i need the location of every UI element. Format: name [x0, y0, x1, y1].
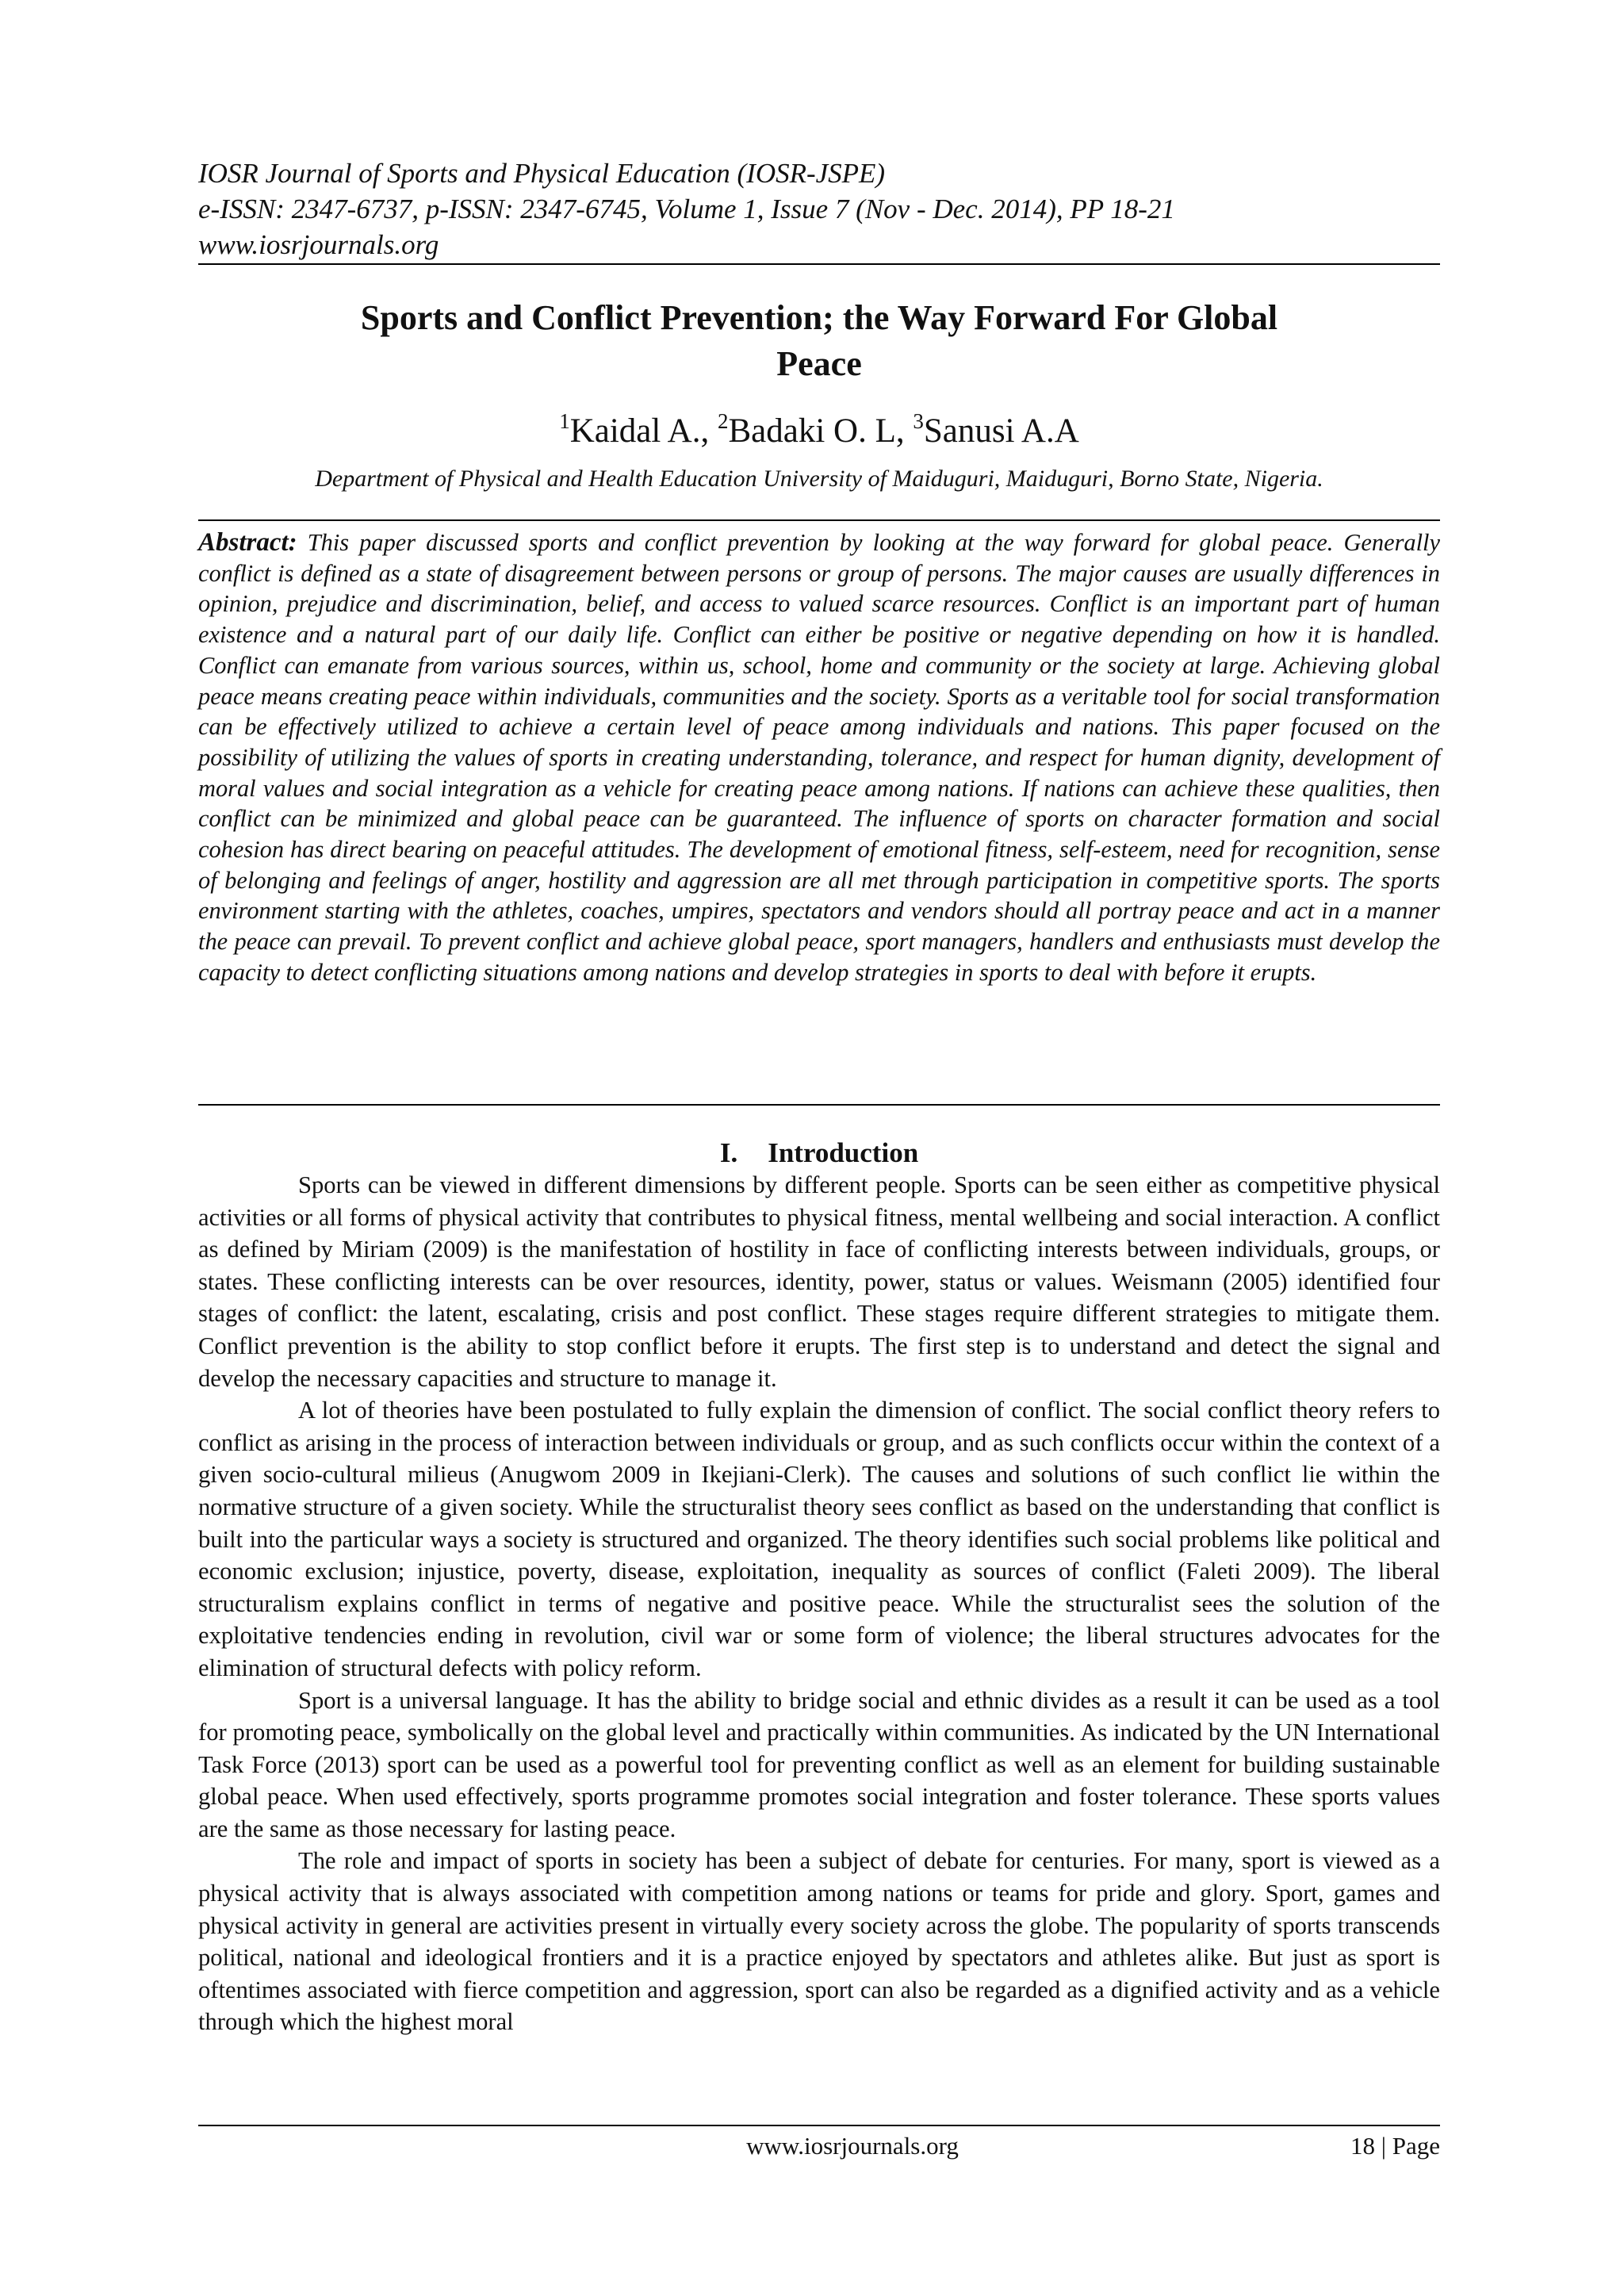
body-paragraph: A lot of theories have been postulated to fully explain the dimension of conflict. The social conflict theory refers to conflict as arising in the process of interaction between individuals or group, and as such conflicts occur within the context of a given socio-cultural milieus (Anugwom 2009 in Ikejiani-Clerk). The causes and solutions of such conflict lie within the normative structure of a given society. While the structuralist theory sees conflict as based on the understanding that conflict is built into the particular ways a society is structured and organized. The theory identifies such social problems like political and economic exclusion; injustice, poverty, disease, exploitation, inequality as sources of conflict (Faleti 2009). The liberal structuralism explains conflict in terms of negative and positive peace. While the structuralist sees the solution of the exploitative tendencies ending in revolution, civil war or some form of violence; the liberal structures advocates for the elimination of structural defects with policy reform.	[198, 1397, 1440, 1681]
author-name: Badaki O. L,	[728, 412, 914, 450]
abstract-label: Abstract:	[198, 528, 297, 557]
paper-title-line-2: Peace	[776, 344, 862, 383]
section-number: I.	[719, 1137, 738, 1168]
abstract	[198, 527, 1440, 988]
footer-divider	[198, 2125, 1440, 2126]
author-name: Sanusi A.A	[923, 412, 1079, 450]
journal-header	[198, 155, 1440, 263]
footer-site: www.iosrjournals.org	[746, 2132, 959, 2160]
section-title: Introduction	[768, 1137, 919, 1168]
author-name: Kaidal A.,	[569, 412, 718, 450]
footer-page-number: 18 | Page	[1350, 2132, 1440, 2160]
abstract-top-divider	[198, 519, 1440, 521]
journal-site: www.iosrjournals.org	[198, 229, 439, 260]
header-divider	[198, 263, 1440, 265]
abstract-bottom-divider	[198, 1104, 1440, 1106]
author-affiliation: Department of Physical and Health Education University of Maiduguri, Maiduguri, Borno State, Nigeria.	[315, 466, 1323, 492]
paper-title	[198, 295, 1440, 387]
body-paragraph: The role and impact of sports in society has been a subject of debate for centuries. For many, sport is viewed as a physical activity that is always associated with competition among nations or teams for pride and glory. Sport, games and physical activity in general are activities present in virtually every society across the globe. The popularity of sports transcends political, national and ideological frontiers and it is a practice enjoyed by spectators and athletes alike. But just as sport is oftentimes associated with fierce competition and aggression, sport can also be regarded as a dignified activity and as a vehicle through which the highest moral	[198, 1847, 1440, 2036]
journal-name: IOSR Journal of Sports and Physical Education (IOSR-JSPE)	[198, 158, 886, 189]
body-paragraph: Sports can be viewed in different dimensions by different people. Sports can be seen either as competitive physical activities or all forms of physical activity that contributes to physical fitness, mental wellbeing and social interaction. A conflict as defined by Miriam (2009) is the manifestation of hostility in face of conflicting interests between individuals, groups, or states. These conflicting interests can be over resources, identity, power, status or values. Weismann (2005) identified four stages of conflict: the latent, escalating, crisis and post conflict. These stages require different strategies to mitigate them. Conflict prevention is the ability to stop conflict before it erupts. The first step is to understand and detect the signal and develop the necessary capacities and structure to manage it.	[198, 1171, 1440, 1392]
paper-title-line-1: Sports and Conflict Prevention; the Way Forward For Global	[360, 298, 1278, 337]
abstract-text: This paper discussed sports and conflict prevention by looking at the way forward for global peace. Generally conflict is defined as a state of disagreement between persons or group of persons. The major causes are usually differences in opinion, prejudice and discrimination, belief, and access to valued scarce resources. Conflict is an important part of human existence and a natural part of our daily life. Conflict can either be positive or negative depending on how it is handled. Conflict can emanate from various sources, within us, school, home and community or the society at large. Achieving global peace means creating peace within individuals, communities and the society. Sports as a veritable tool for social transformation can be effectively utilized to achieve a certain level of peace among individuals and nations. This paper focused on the possibility of utilizing the values of sports in creating understanding, tolerance, and respect for human dignity, development of moral values and social integration as a vehicle for creating peace among nations. If nations can achieve these qualities, then conflict can be minimized and global peace can be guaranteed. The influence of sports on character formation and social cohesion has direct bearing on peaceful attitudes. The development of emotional fitness, self-esteem, need for recognition, sense of belonging and feelings of anger, hostility and aggression are all met through participation in competitive sports. The sports environment starting with the athletes, coaches, umpires, spectators and vendors should all portray peace and act in a manner the peace can prevail. To prevent conflict and achieve global peace, sport managers, handlers and enthusiasts must develop the capacity to detect conflicting situations among nations and develop strategies in sports to deal with before it erupts.	[198, 529, 1440, 986]
journal-issn: e-ISSN: 2347-6737, p-ISSN: 2347-6745, Volume 1, Issue 7 (Nov - Dec. 2014), PP 18-21	[198, 194, 1175, 224]
author-affiliation-mark: 2	[718, 409, 729, 433]
author-affiliation-mark: 3	[913, 409, 924, 433]
section-heading-introduction	[198, 1136, 1440, 1171]
body-paragraph: Sport is a universal language. It has the ability to bridge social and ethnic divides as a result it can be used as a tool for promoting peace, symbolically on the global level and practically within communities. As indicated by the UN International Task Force (2013) sport can be used as a powerful tool for preventing conflict as well as an element for building sustainable global peace. When used effectively, sports programme promotes social integration and foster tolerance. These sports values are the same as those necessary for lasting peace.	[198, 1686, 1440, 1842]
author-list	[198, 409, 1440, 454]
introduction-body	[198, 1169, 1440, 2038]
author-affiliation-mark: 1	[559, 409, 570, 433]
